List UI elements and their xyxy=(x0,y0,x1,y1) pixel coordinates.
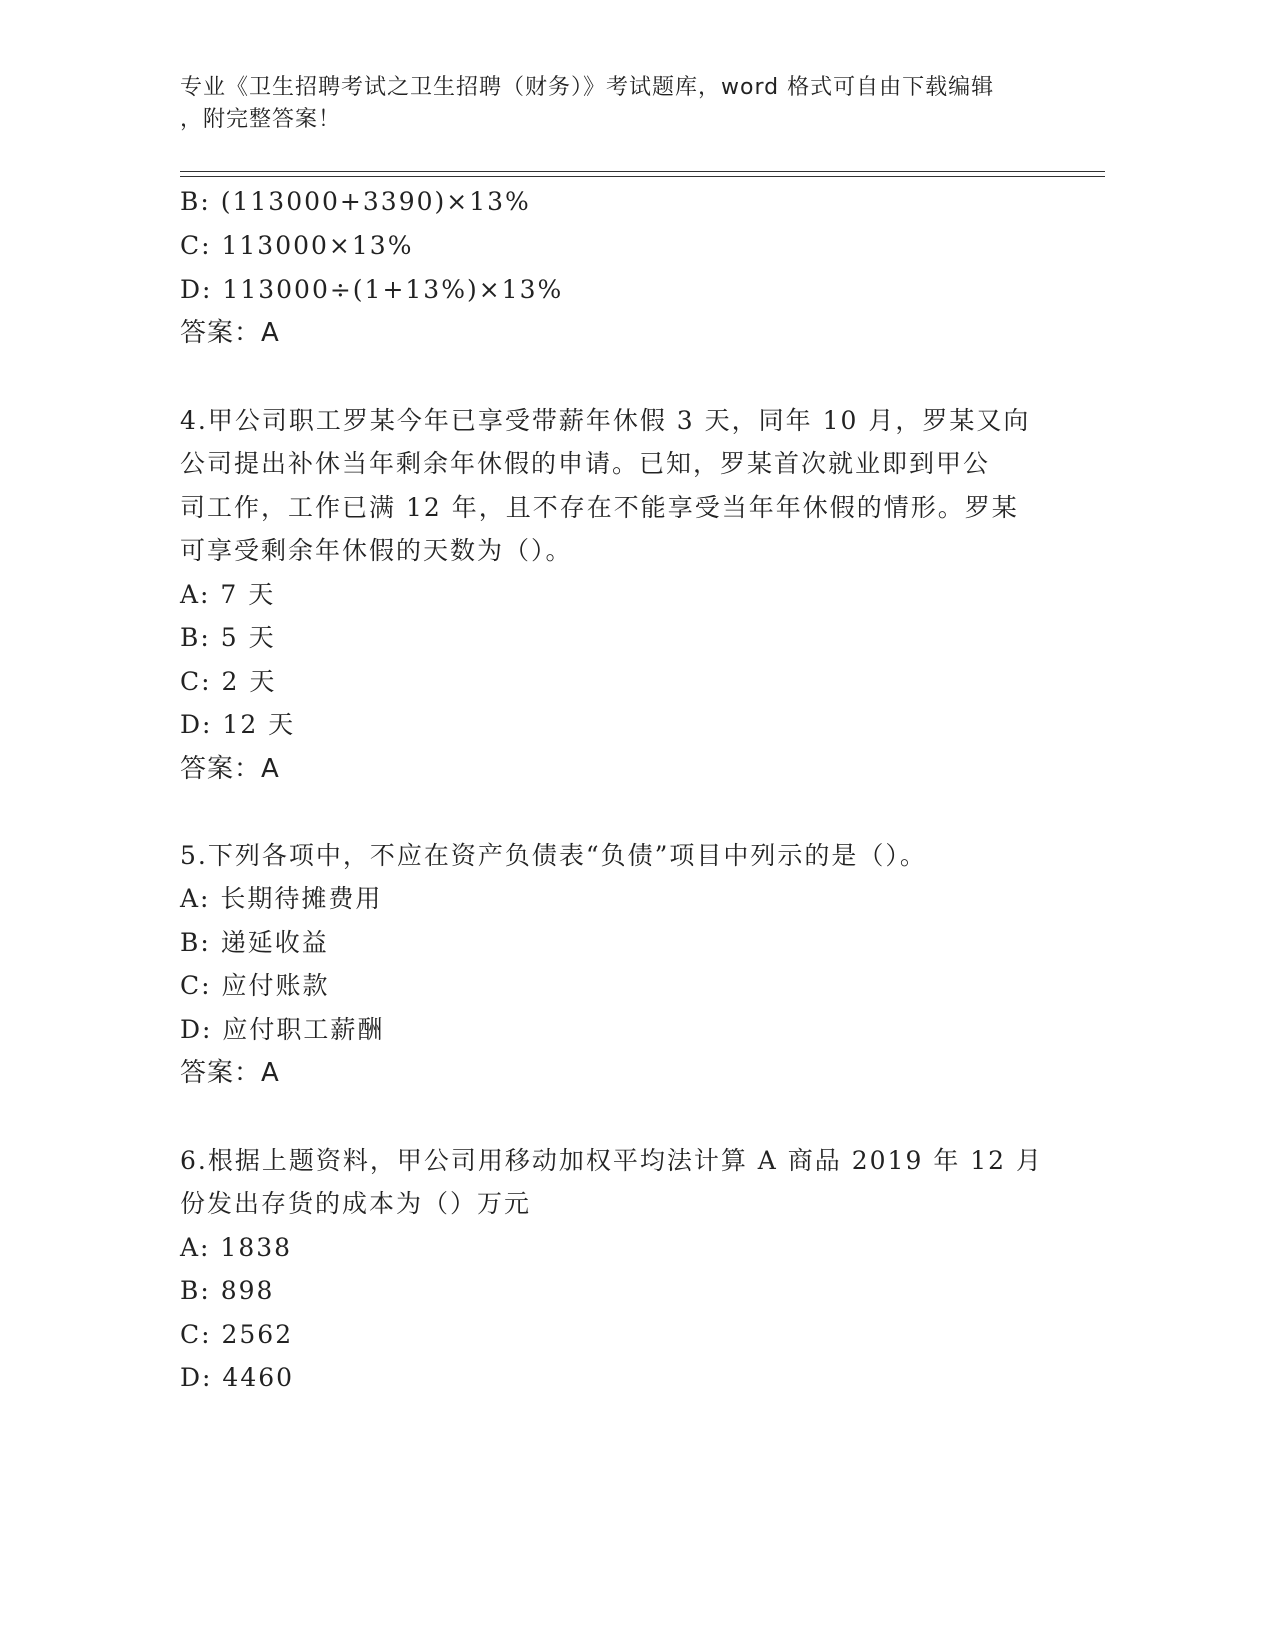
q5-option-a: A: 长期待摊费用 xyxy=(180,884,383,913)
q6-option-b: B: 898 xyxy=(180,1276,275,1305)
q5-option-c: C: 应付账款 xyxy=(180,971,330,1000)
q5-option-b: B: 递延收益 xyxy=(180,928,329,957)
header-divider-bottom xyxy=(180,176,1105,177)
q4-option-a: A: 7 天 xyxy=(180,580,276,609)
q4-stem-line-1: 4.甲公司职工罗某今年已享受带薪年休假 3 天，同年 10 月，罗某又向 xyxy=(180,406,1031,435)
header-title-line-1: 专业《卫生招聘考试之卫生招聘（财务）》考试题库，word 格式可自由下载编辑 xyxy=(180,75,995,100)
q6-option-a: A: 1838 xyxy=(180,1233,293,1262)
q3-option-d: D: 113000÷(1+13%)×13% xyxy=(180,275,564,304)
q6-option-c: C: 2562 xyxy=(180,1320,294,1349)
q5-option-d: D: 应付职工薪酬 xyxy=(180,1015,385,1044)
q4-answer: 答案：A xyxy=(180,754,280,784)
q5-stem-line-1: 5.下列各项中，不应在资产负债表“负债”项目中列示的是（）。 xyxy=(180,841,927,870)
header-title-line-2: ，附完整答案！ xyxy=(180,107,342,132)
q4-option-b: B: 5 天 xyxy=(180,623,276,652)
q3-option-c: C: 113000×13% xyxy=(180,231,414,260)
document-header xyxy=(180,72,1060,136)
q4-option-c: C: 2 天 xyxy=(180,667,277,696)
q4-option-d: D: 12 天 xyxy=(180,710,296,739)
q6-option-d: D: 4460 xyxy=(180,1363,295,1392)
q3-answer: 答案：A xyxy=(180,318,280,348)
q6-stem-line-2: 份发出存货的成本为（）万元 xyxy=(180,1189,532,1218)
q5-answer: 答案：A xyxy=(180,1058,280,1088)
q4-stem-line-2: 公司提出补休当年剩余年休假的申请。已知，罗某首次就业即到甲公 xyxy=(180,449,991,478)
q4-stem-line-4: 可享受剩余年休假的天数为（）。 xyxy=(180,536,573,565)
q4-stem-line-3: 司工作，工作已满 12 年，且不存在不能享受当年年休假的情形。罗某 xyxy=(180,493,1019,522)
header-divider-top xyxy=(180,171,1105,172)
q3-option-b: B: (113000+3390)×13% xyxy=(180,187,531,216)
q6-stem-line-1: 6.根据上题资料，甲公司用移动加权平均法计算 A 商品 2019 年 12 月 xyxy=(180,1146,1044,1175)
